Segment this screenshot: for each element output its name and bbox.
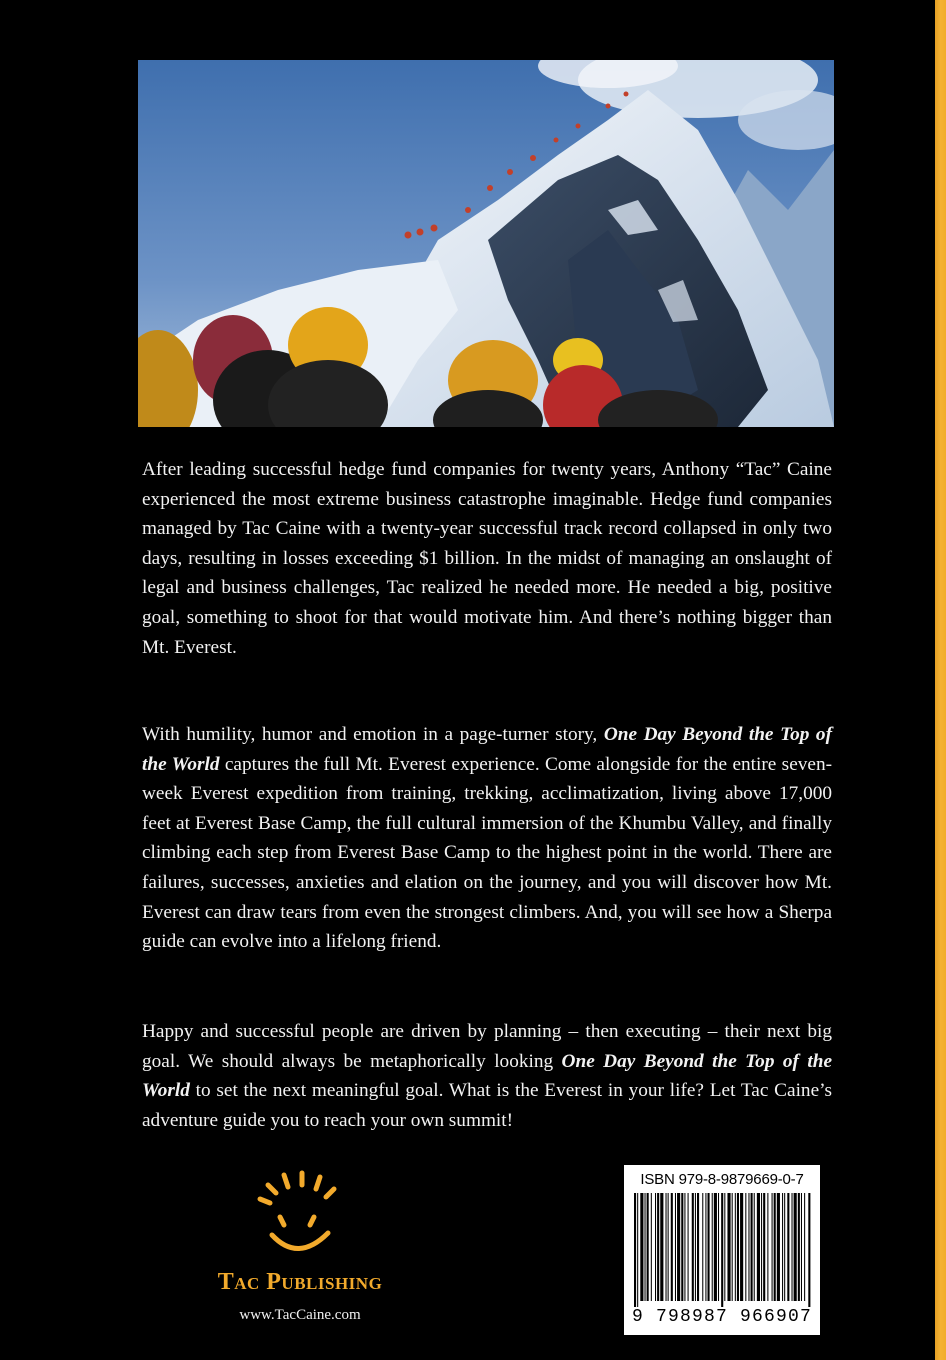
barcode-bar [697, 1193, 699, 1301]
barcode-bar [645, 1193, 646, 1301]
barcode-bar [647, 1193, 649, 1301]
barcode-bar [761, 1193, 762, 1301]
barcode-bar [657, 1193, 659, 1301]
barcode-bar [634, 1193, 636, 1307]
barcode-bar [798, 1193, 800, 1301]
barcode-bar [660, 1193, 663, 1301]
barcode-bar [735, 1193, 736, 1301]
barcode-bar [792, 1193, 793, 1301]
barcode-bar [724, 1193, 725, 1301]
barcode-bar [666, 1193, 667, 1301]
cover-photo [138, 60, 834, 427]
barcode-bar [772, 1193, 773, 1301]
barcode-bar [640, 1193, 643, 1301]
isbn-barcode [624, 1165, 820, 1335]
barcode-bar [804, 1193, 805, 1301]
barcode-bar [702, 1193, 703, 1301]
barcode-bars [632, 1193, 812, 1307]
book-title-italic: One Day Beyond the Top of the World [142, 724, 832, 775]
smiling-sun-icon [250, 1165, 350, 1265]
barcode-bar [695, 1193, 696, 1301]
barcode-bar [677, 1193, 680, 1301]
blurb-paragraph-1: After leading successful hedge fund companies for twenty years, Anthony “Tac” Caine experienced the most extreme business catastrophe imaginable. Hedge fund companies managed by Tac Caine with a twenty-year successful track record collapsed in only two days, resulting in losses exceeding $1 billion. In the midst of managing an onslaught of legal and business challenges, Tac realized he needed more. He needed a big, positive goal, something to shoot for that would motivate him. And there’s nothing bigger than Mt. Everest. [142, 459, 832, 658]
barcode-bar [740, 1193, 743, 1301]
barcode-bar [767, 1193, 768, 1301]
barcode-bar [757, 1193, 760, 1301]
publisher-name: Tac Publishing [217, 1269, 383, 1295]
barcode-bar [784, 1193, 785, 1301]
barcode-bar [732, 1193, 733, 1301]
barcode-bar [754, 1193, 755, 1301]
barcode-bar [748, 1193, 749, 1301]
barcode-bar [777, 1193, 780, 1301]
barcode-bar [714, 1193, 717, 1301]
publisher-logo [180, 1165, 420, 1335]
barcode-bar [801, 1193, 802, 1301]
barcode-bar [681, 1193, 683, 1301]
isbn-label: ISBN 979-8-9879669-0-7 [640, 1171, 804, 1188]
barcode-bar [808, 1193, 810, 1307]
p2-rest: captures the full Mt. Everest experience. Come alongside for the entire seven-week Everest expedition from training, trekking, acclimatization, living above 17,000 feet at Everest Base Camp, the full cultural immersion of the Khumbu Valley, and finally climbing each step from Everest Base Camp to the highest point in the world. There are failures, successes, anxieties and elation on the journey, and you will discover how Mt. Everest can draw tears from even the strongest climbers. And, you will see how a Sherpa guide can evolve into a lifelong friend. [142, 753, 833, 953]
barcode-bar [745, 1193, 746, 1301]
barcode-bar [637, 1193, 638, 1307]
spine-edge [935, 0, 946, 1360]
barcode-bar [651, 1193, 652, 1301]
p2-start: With humility, humor and emotion in a page-turner story, [142, 724, 604, 745]
climbers-on-snowy-ridge-photo [138, 60, 834, 427]
barcode-bar [671, 1193, 673, 1301]
barcode-bar [655, 1193, 656, 1301]
barcode-bar [705, 1193, 706, 1301]
barcode-bar [782, 1193, 783, 1301]
ean-digits: 9 798987 966907 [631, 1307, 813, 1327]
barcode-bar [675, 1193, 676, 1301]
barcode-bar [787, 1193, 789, 1301]
barcode-bar [688, 1193, 689, 1301]
p3-rest: to set the next meaningful goal. What is the Everest in your life? Let Tac Caine’s adventure guide you to reach your own summit! [142, 1080, 832, 1131]
barcode-bar [751, 1193, 753, 1301]
barcode-bar [794, 1193, 797, 1301]
barcode-bar [737, 1193, 739, 1301]
barcode-bar [763, 1193, 765, 1301]
p3-start: Happy and successful people are driven by planning – then executing – their next big goal. We should always be metaphorically looking [142, 1021, 832, 1072]
barcode-bar [708, 1193, 710, 1301]
publisher-website: www.TacCaine.com [239, 1307, 361, 1323]
blurb-paragraph-3 [142, 1017, 832, 1135]
barcode-bar [774, 1193, 776, 1301]
barcode-bar [692, 1193, 694, 1301]
barcode-bar [684, 1193, 685, 1301]
barcode-bar [668, 1193, 669, 1301]
blurb-paragraph-2 [142, 720, 832, 957]
barcode-bar [721, 1193, 723, 1307]
barcode-bar [712, 1193, 713, 1301]
barcode-bar [718, 1193, 719, 1301]
barcode-bar [727, 1193, 730, 1301]
book-title-italic: One Day Beyond the Top of the World [142, 1050, 833, 1102]
